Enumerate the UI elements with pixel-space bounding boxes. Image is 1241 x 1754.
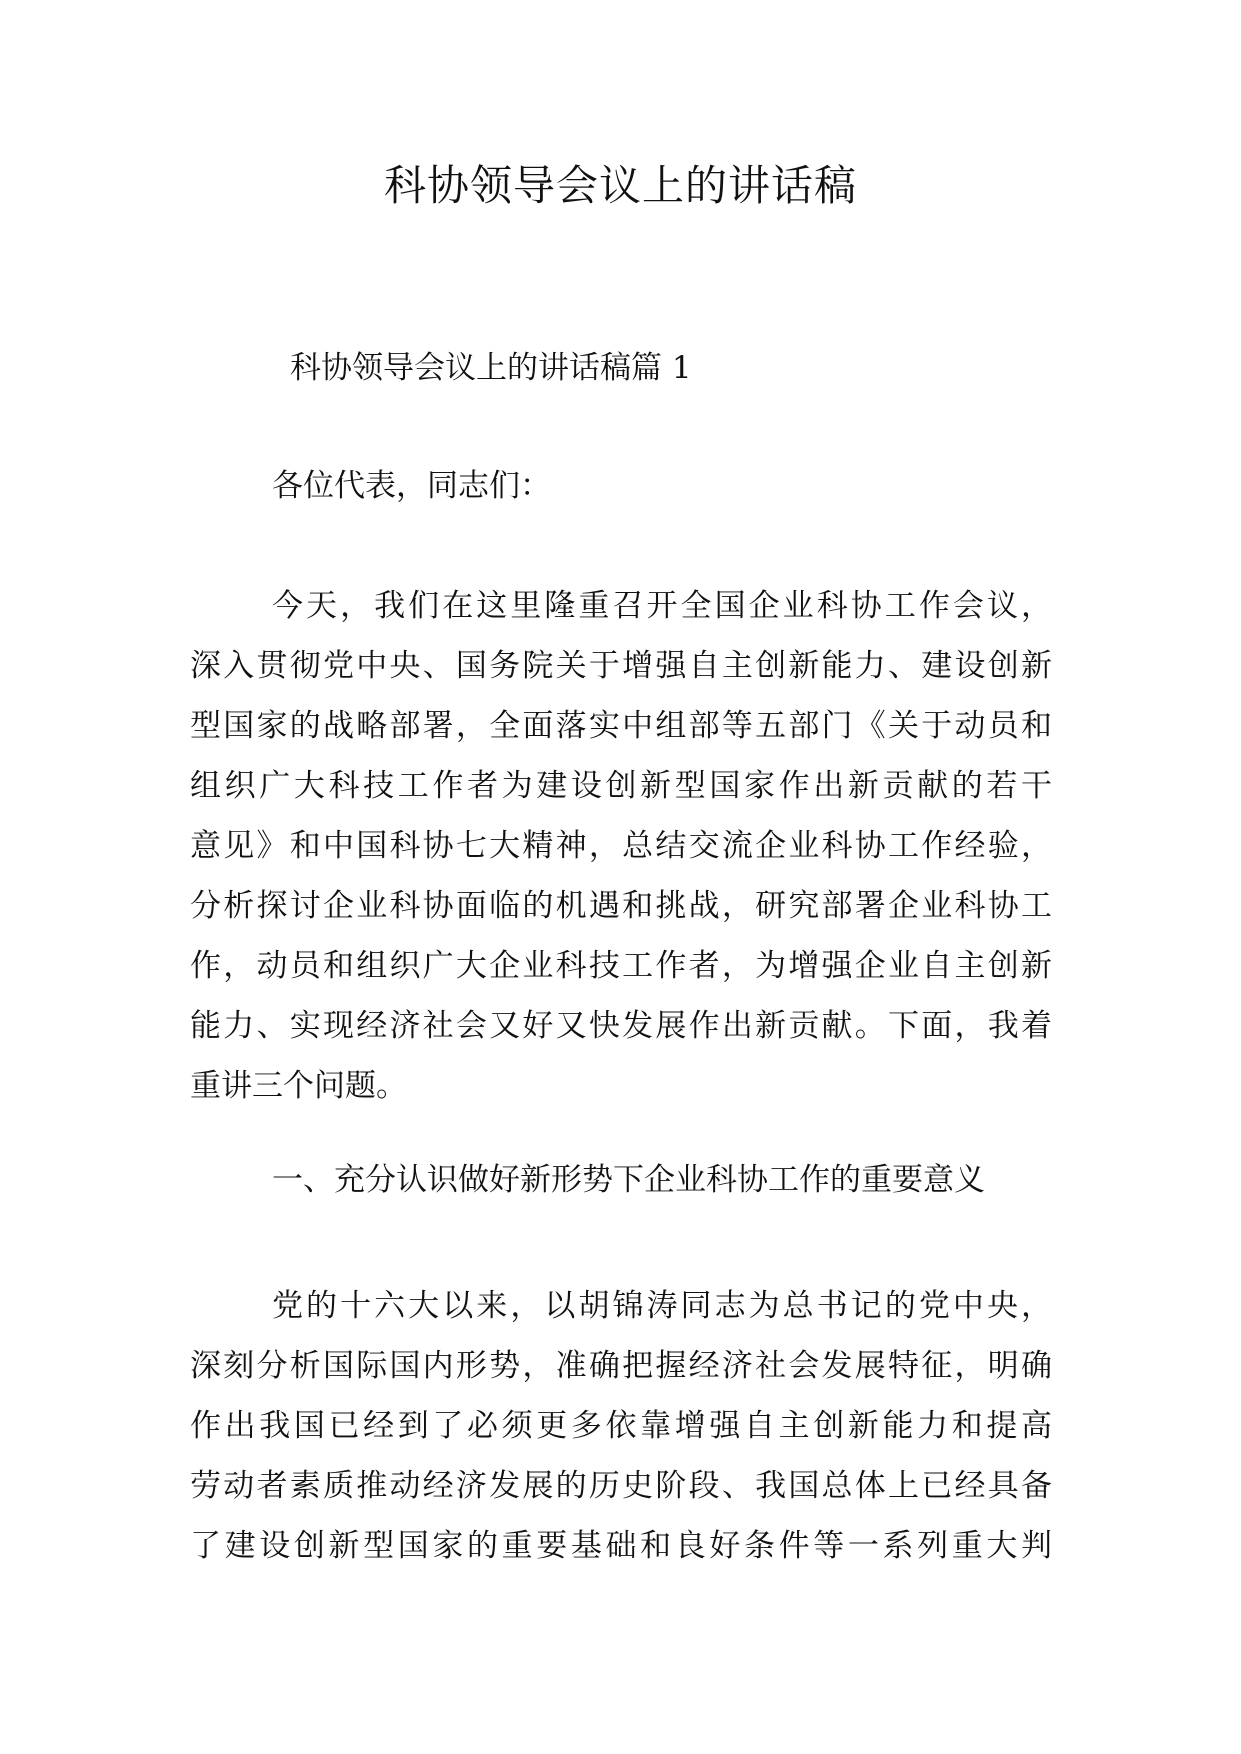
paragraph-line: 作出我国已经到了必须更多依靠增强自主创新能力和提高 [190,1408,1052,1444]
paragraph-line: 组织广大科技工作者为建设创新型国家作出新贡献的若干 [190,768,1052,804]
paragraph-line: 能力、实现经济社会又好又快发展作出新贡献。下面，我着 [190,1008,1052,1044]
document-subtitle: 科协领导会议上的讲话稿篇 1 [290,350,692,386]
paragraph-line: 深刻分析国际国内形势，准确把握经济社会发展特征，明确 [190,1348,1052,1384]
paragraph-line: 深入贯彻党中央、国务院关于增强自主创新能力、建设创新 [190,648,1052,684]
greeting: 各位代表，同志们： [272,468,551,504]
paragraph-line: 型国家的战略部署，全面落实中组部等五部门《关于动员和 [190,708,1052,744]
paragraph-line: 今天，我们在这里隆重召开全国企业科协工作会议， [272,588,1052,624]
paragraph-line: 重讲三个问题。 [190,1068,407,1104]
paragraph-line: 党的十六大以来，以胡锦涛同志为总书记的党中央， [272,1288,1052,1324]
paragraph-section-1 [190,1276,1052,1576]
document-title: 科协领导会议上的讲话稿 [383,161,857,210]
paragraph-intro [190,576,1052,1116]
section-heading: 一、充分认识做好新形势下企业科协工作的重要意义 [272,1162,985,1198]
paragraph-line: 劳动者素质推动经济发展的历史阶段、我国总体上已经具备 [190,1468,1052,1504]
paragraph-line: 意见》和中国科协七大精神，总结交流企业科协工作经验， [190,828,1052,864]
paragraph-line: 分析探讨企业科协面临的机遇和挑战，研究部署企业科协工 [190,888,1052,924]
paragraph-line: 了建设创新型国家的重要基础和良好条件等一系列重大判 [190,1528,1052,1564]
paragraph-line: 作，动员和组织广大企业科技工作者，为增强企业自主创新 [190,948,1052,984]
